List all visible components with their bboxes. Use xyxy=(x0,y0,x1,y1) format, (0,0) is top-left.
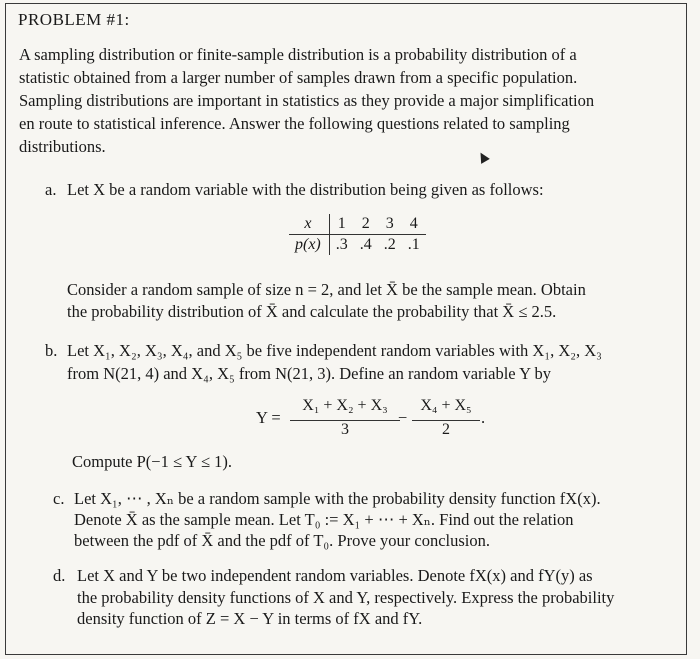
part-a-line-2: the probability distribution of X̄ and calculate the probability that X̄ ≤ 2.5. xyxy=(67,302,557,321)
part-d-label: d. xyxy=(53,566,66,585)
fraction-1-denominator: 3 xyxy=(341,421,349,438)
part-b-compute: Compute P(−1 ≤ Y ≤ 1). xyxy=(72,452,233,471)
part-a-lead: Let X be a random variable with the distribution being given as follows: xyxy=(67,180,544,199)
table-x-value: 2 xyxy=(354,214,378,235)
part-b-line-2: from N(21, 4) and X₄, X₅ from N(21, 3). Define an random variable Y by xyxy=(67,364,552,383)
fraction-1-numerator: X₁ + X₂ + X₃ xyxy=(302,397,388,414)
table-p-value: .4 xyxy=(359,236,372,253)
distribution-table xyxy=(289,214,426,255)
equation-minus: − xyxy=(398,408,408,427)
table-x-value: 3 xyxy=(378,214,402,235)
part-d-line-2: the probability density functions of X and Y, respectively. Express the probability xyxy=(77,588,615,607)
table-x-value: 4 xyxy=(402,214,426,235)
table-x-header: x xyxy=(289,214,329,235)
part-c-label: c. xyxy=(53,489,65,508)
intro-line-1: A sampling distribution or finite-sample distribution is a probability distribution of a xyxy=(19,45,577,64)
table-p-value: .1 xyxy=(407,236,420,253)
table-p-value: .3 xyxy=(335,236,348,253)
part-b-label: b. xyxy=(45,341,58,360)
part-d-line-1: Let X and Y be two independent random variables. Denote fX(x) and fY(y) as xyxy=(77,566,593,585)
part-a-label: a. xyxy=(45,180,57,199)
part-c-line-2: Denote X̄ as the sample mean. Let T₀ := X₁ + ⋯ + Xₙ. Find out the relation xyxy=(74,510,574,529)
part-c-line-1: Let X₁, ⋯ , Xₙ be a random sample with the probability density function fX(x). xyxy=(74,489,601,508)
equation-period: . xyxy=(481,408,486,427)
part-a-line-1: Consider a random sample of size n = 2, and let X̄ be the sample mean. Obtain xyxy=(67,280,586,299)
part-d-line-3: density function of Z = X − Y in terms of fX and fY. xyxy=(77,609,423,628)
fraction-2-denominator: 2 xyxy=(442,421,450,438)
intro-line-4: en route to statistical inference. Answer the following questions related to sampling xyxy=(19,114,570,133)
fraction-2-numerator: X₄ + X₅ xyxy=(420,397,472,414)
part-c-line-3: between the pdf of X̄ and the pdf of T₀. Prove your conclusion. xyxy=(74,531,491,550)
intro-line-2: statistic obtained from a larger number of samples drawn from a specific population. xyxy=(19,68,578,87)
equation-lhs: Y = xyxy=(256,408,281,427)
intro-line-3: Sampling distributions are important in statistics as they provide a major simplification xyxy=(19,91,595,110)
problem-title: PROBLEM #1: xyxy=(18,10,130,29)
intro-line-5: distributions. xyxy=(19,137,106,156)
part-b-line-1: Let X₁, X₂, X₃, X₄, and X₅ be five independent random variables with X₁, X₂, X₃ xyxy=(67,341,602,360)
table-p-value: .2 xyxy=(383,236,396,253)
table-p-header: p(x) xyxy=(289,235,329,256)
table-x-value: 1 xyxy=(329,214,354,235)
